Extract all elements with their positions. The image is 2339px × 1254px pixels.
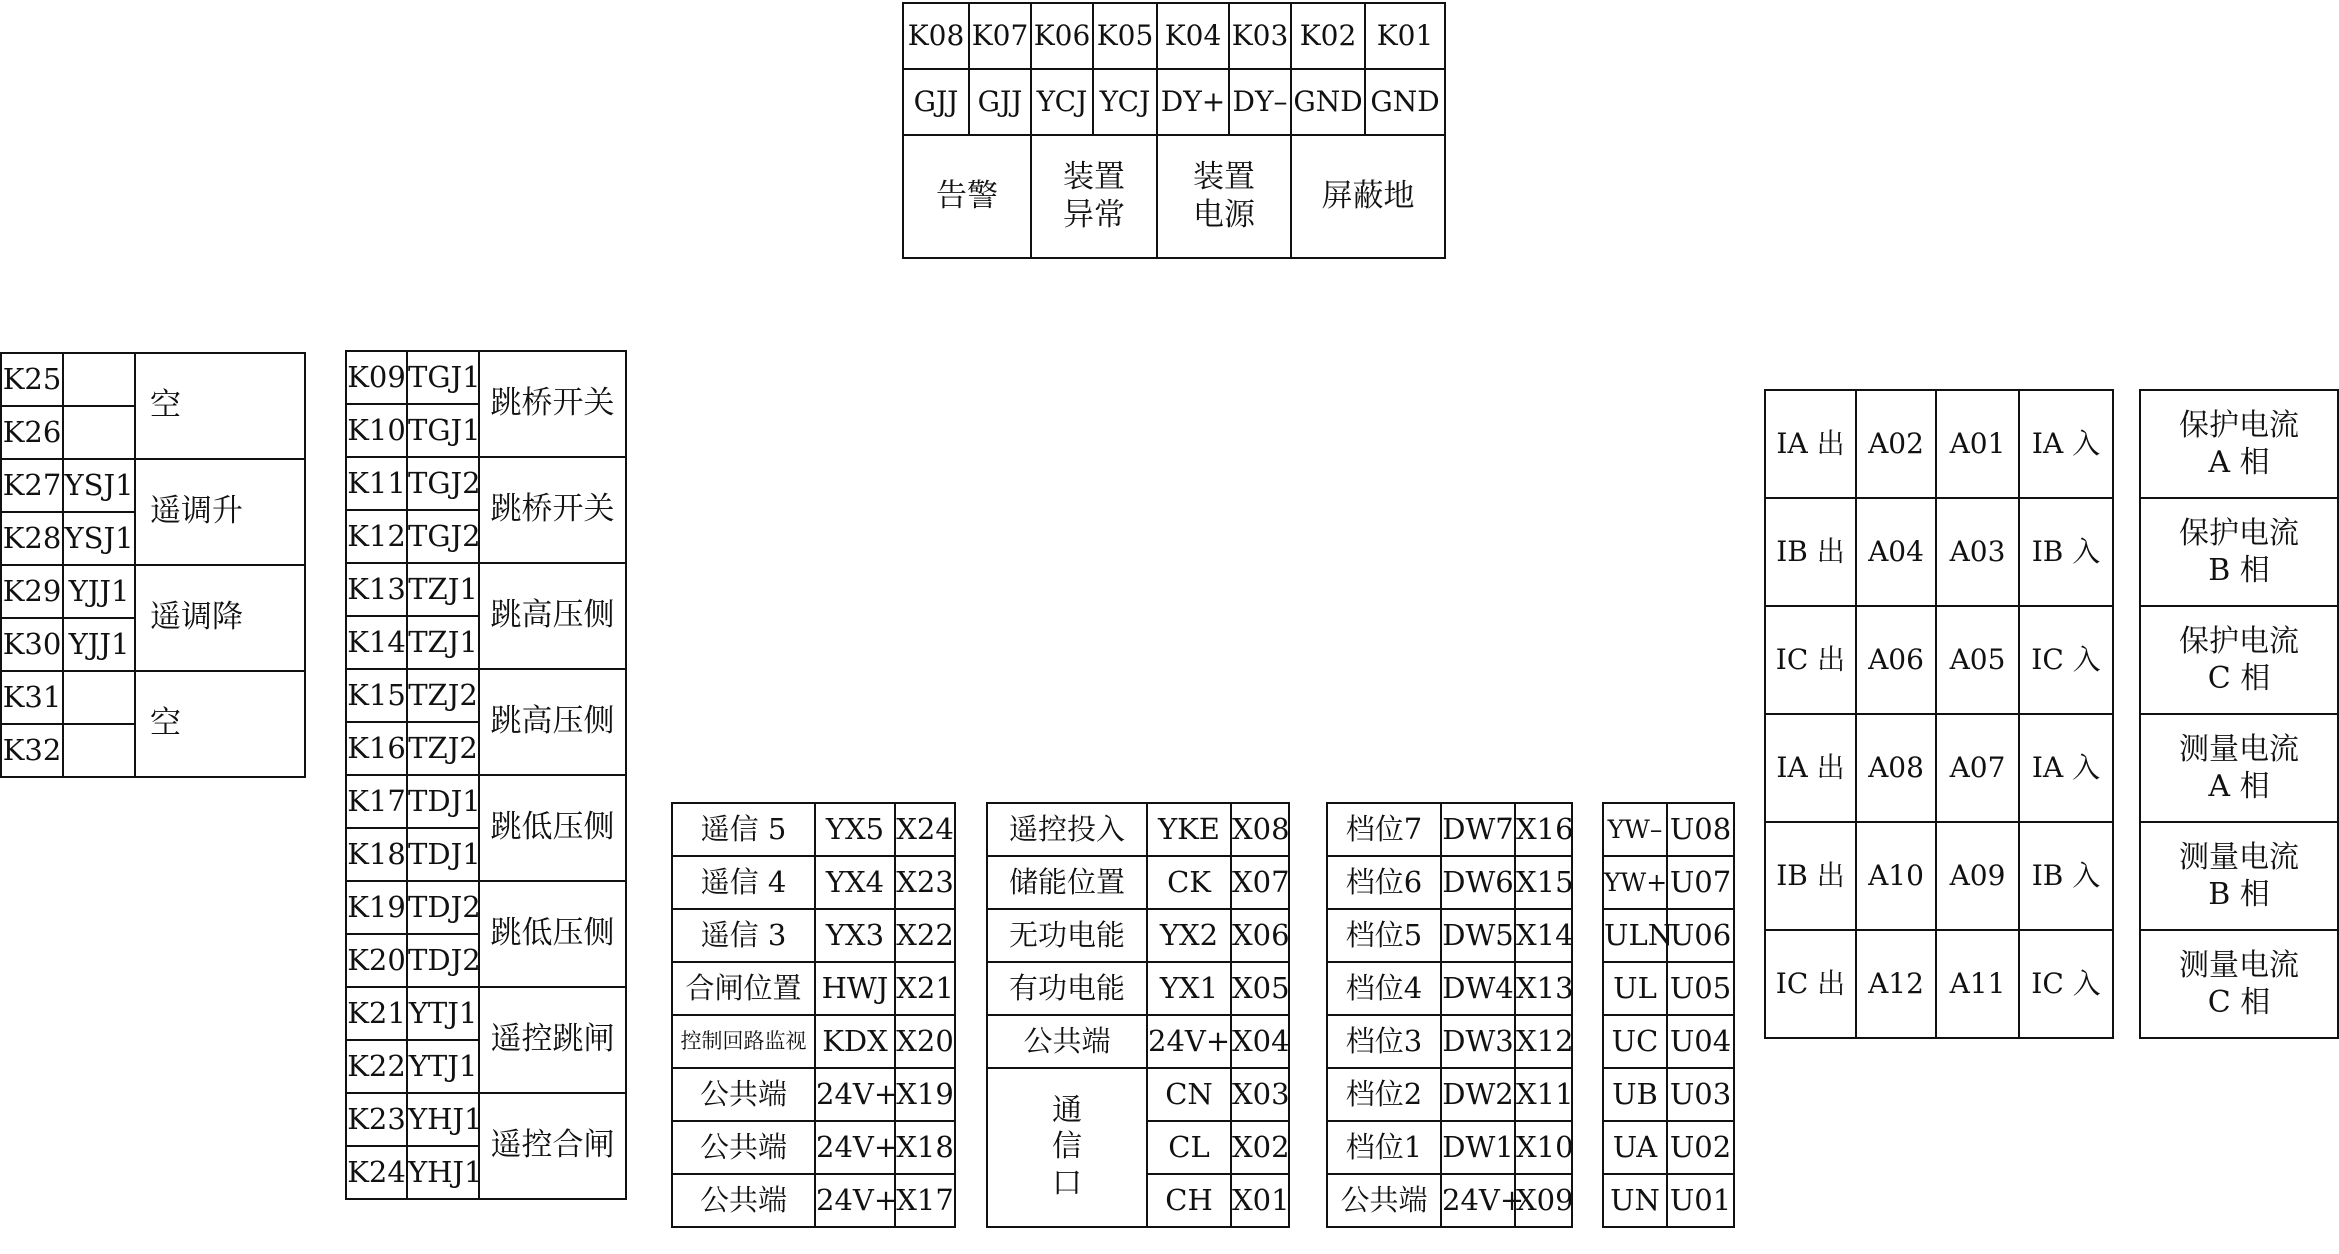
- terminal-code: K05: [1093, 3, 1157, 69]
- terminal-code: X01: [1231, 1174, 1289, 1227]
- signal-row: [903, 69, 1445, 135]
- function-label: 档位6: [1327, 856, 1441, 909]
- signal-name: YJJ1: [63, 565, 135, 618]
- function-label: 公共端: [672, 1174, 815, 1227]
- terminal-code: X06: [1231, 909, 1289, 962]
- terminal-code: X03: [1231, 1068, 1289, 1121]
- terminal-code: X18: [895, 1121, 955, 1174]
- signal-name: TZJ1: [407, 563, 479, 616]
- current-out-label: IB 出: [1765, 822, 1856, 930]
- terminal-code: K01: [1365, 3, 1445, 69]
- terminal-code: A03: [1936, 498, 2019, 606]
- terminal-code: X02: [1231, 1121, 1289, 1174]
- terminal-code: X20: [895, 1015, 955, 1068]
- terminal-code: K21: [346, 987, 407, 1040]
- group-label: 遥调升: [135, 459, 305, 565]
- signal-name: DW2: [1441, 1068, 1515, 1121]
- signal-name: YTJ1: [407, 987, 479, 1040]
- terminal-code: U03: [1667, 1068, 1734, 1121]
- function-label: 档位5: [1327, 909, 1441, 962]
- terminal-code: A10: [1856, 822, 1936, 930]
- terminal-code: X08: [1231, 803, 1289, 856]
- function-label: 遥信 4: [672, 856, 815, 909]
- terminal-code: K09: [346, 351, 407, 404]
- signal-name: YTJ1: [407, 1040, 479, 1093]
- function-label: 遥信 3: [672, 909, 815, 962]
- terminal-code: A11: [1936, 930, 2019, 1038]
- current-function-label: 测量电流 B 相: [2140, 822, 2338, 930]
- terminal-code: X23: [895, 856, 955, 909]
- signal-name: ULN: [1603, 909, 1667, 962]
- comm-port-label: 通 信 口: [987, 1068, 1147, 1227]
- terminal-code: K11: [346, 457, 407, 510]
- group-row: [903, 135, 1445, 258]
- signal-name: UN: [1603, 1174, 1667, 1227]
- terminal-code: U06: [1667, 909, 1734, 962]
- current-in-label: IC 入: [2019, 930, 2113, 1038]
- signal-name: [63, 724, 135, 777]
- terminal-code: A01: [1936, 390, 2019, 498]
- signal-name: UA: [1603, 1121, 1667, 1174]
- group-label: 跳桥开关: [479, 457, 626, 563]
- tap-position-terminal-block: [1326, 802, 1573, 1228]
- signal-name: [63, 353, 135, 406]
- terminal-code: X12: [1515, 1015, 1572, 1068]
- signal-name: TZJ2: [407, 669, 479, 722]
- terminal-code: X22: [895, 909, 955, 962]
- function-label: 遥信 5: [672, 803, 815, 856]
- signal-name: TDJ1: [407, 775, 479, 828]
- signal-name: YX2: [1147, 909, 1231, 962]
- function-label: 无功电能: [987, 909, 1147, 962]
- terminal-code: X09: [1515, 1174, 1572, 1227]
- terminal-code: U05: [1667, 962, 1734, 1015]
- current-function-label-block: [2139, 389, 2339, 1039]
- function-label: 公共端: [987, 1015, 1147, 1068]
- current-function-label: 测量电流 C 相: [2140, 930, 2338, 1038]
- signal-name: HWJ: [815, 962, 895, 1015]
- terminal-code: U07: [1667, 856, 1734, 909]
- signal-name: DY+: [1157, 69, 1229, 135]
- signal-name: KDX: [815, 1015, 895, 1068]
- signal-name: UL: [1603, 962, 1667, 1015]
- group-label: 遥调降: [135, 565, 305, 671]
- terminal-code: X17: [895, 1174, 955, 1227]
- terminal-code: K20: [346, 934, 407, 987]
- terminal-code: A06: [1856, 606, 1936, 714]
- signal-name: YSJ1: [63, 512, 135, 565]
- signal-name: YW+: [1603, 856, 1667, 909]
- terminal-code: K24: [346, 1146, 407, 1199]
- current-in-label: IC 入: [2019, 606, 2113, 714]
- terminal-code: X16: [1515, 803, 1572, 856]
- remote-adjust-terminal-block: [0, 352, 306, 778]
- function-label: 档位2: [1327, 1068, 1441, 1121]
- group-label: 空: [135, 671, 305, 777]
- terminal-code: X11: [1515, 1068, 1572, 1121]
- current-function-label: 保护电流 A 相: [2140, 390, 2338, 498]
- group-label: 跳低压侧: [479, 775, 626, 881]
- signal-name: TDJ2: [407, 881, 479, 934]
- signal-name: TZJ2: [407, 722, 479, 775]
- remote-signal-terminal-block: [671, 802, 956, 1228]
- group-label: 跳高压侧: [479, 563, 626, 669]
- signal-name: 24V+: [815, 1068, 895, 1121]
- terminal-code: K14: [346, 616, 407, 669]
- current-out-label: IC 出: [1765, 606, 1856, 714]
- signal-name: 24V+: [1441, 1174, 1515, 1227]
- terminal-code: U02: [1667, 1121, 1734, 1174]
- terminal-code: K06: [1031, 3, 1093, 69]
- function-label: 有功电能: [987, 962, 1147, 1015]
- function-label: 公共端: [1327, 1174, 1441, 1227]
- function-label: 公共端: [672, 1068, 815, 1121]
- current-out-label: IB 出: [1765, 498, 1856, 606]
- terminal-code: X24: [895, 803, 955, 856]
- function-label: 公共端: [672, 1121, 815, 1174]
- terminal-code: K27: [1, 459, 63, 512]
- group-label: 空: [135, 353, 305, 459]
- trip-control-terminal-block: [345, 350, 627, 1200]
- function-label: 储能位置: [987, 856, 1147, 909]
- signal-name: GJJ: [903, 69, 969, 135]
- signal-name: YCJ: [1031, 69, 1093, 135]
- group-label: 装置 异常: [1031, 135, 1157, 258]
- signal-name: GJJ: [969, 69, 1031, 135]
- terminal-code: X05: [1231, 962, 1289, 1015]
- current-in-label: IA 入: [2019, 714, 2113, 822]
- terminal-code: A04: [1856, 498, 1936, 606]
- terminal-code: K04: [1157, 3, 1229, 69]
- current-out-label: IC 出: [1765, 930, 1856, 1038]
- current-in-label: IB 入: [2019, 498, 2113, 606]
- group-label: 告警: [903, 135, 1031, 258]
- signal-name: YJJ1: [63, 618, 135, 671]
- group-label: 装置 电源: [1157, 135, 1291, 258]
- current-in-label: IB 入: [2019, 822, 2113, 930]
- signal-name: TZJ1: [407, 616, 479, 669]
- device-power-alarm-terminal-block: [902, 2, 1446, 259]
- signal-name: [63, 406, 135, 459]
- signal-name: 24V+: [815, 1121, 895, 1174]
- terminal-code: U04: [1667, 1015, 1734, 1068]
- signal-name: CH: [1147, 1174, 1231, 1227]
- group-label: 跳桥开关: [479, 351, 626, 457]
- terminal-code: K23: [346, 1093, 407, 1146]
- signal-name: UC: [1603, 1015, 1667, 1068]
- current-out-label: IA 出: [1765, 714, 1856, 822]
- signal-name: TGJ2: [407, 510, 479, 563]
- signal-name: DW3: [1441, 1015, 1515, 1068]
- terminal-code: K19: [346, 881, 407, 934]
- terminal-code: K28: [1, 512, 63, 565]
- terminal-code: K07: [969, 3, 1031, 69]
- signal-name: [63, 671, 135, 724]
- terminal-code: X04: [1231, 1015, 1289, 1068]
- current-function-label: 测量电流 A 相: [2140, 714, 2338, 822]
- terminal-code: K32: [1, 724, 63, 777]
- terminal-code: K31: [1, 671, 63, 724]
- terminal-code: A02: [1856, 390, 1936, 498]
- signal-name: DW1: [1441, 1121, 1515, 1174]
- group-label: 遥控跳闸: [479, 987, 626, 1093]
- terminal-code: X21: [895, 962, 955, 1015]
- terminal-code: K25: [1, 353, 63, 406]
- terminal-code: X07: [1231, 856, 1289, 909]
- signal-name: TDJ2: [407, 934, 479, 987]
- control-comm-terminal-block: [986, 802, 1290, 1228]
- terminal-code: X13: [1515, 962, 1572, 1015]
- voltage-terminal-block: [1602, 802, 1735, 1228]
- function-label: 档位4: [1327, 962, 1441, 1015]
- signal-name: UB: [1603, 1068, 1667, 1121]
- signal-name: CK: [1147, 856, 1231, 909]
- terminal-code: A07: [1936, 714, 2019, 822]
- current-function-label: 保护电流 B 相: [2140, 498, 2338, 606]
- group-label: 屏蔽地: [1291, 135, 1445, 258]
- terminal-code: K26: [1, 406, 63, 459]
- group-label: 遥控合闸: [479, 1093, 626, 1199]
- terminal-code: U08: [1667, 803, 1734, 856]
- terminal-code: K30: [1, 618, 63, 671]
- signal-name: YHJ1: [407, 1146, 479, 1199]
- signal-name: GND: [1365, 69, 1445, 135]
- terminal-code: X19: [895, 1068, 955, 1121]
- terminal-code: K16: [346, 722, 407, 775]
- signal-name: GND: [1291, 69, 1365, 135]
- signal-name: DW6: [1441, 856, 1515, 909]
- signal-name: CN: [1147, 1068, 1231, 1121]
- terminal-code: K15: [346, 669, 407, 722]
- terminal-code: X14: [1515, 909, 1572, 962]
- signal-name: YW–: [1603, 803, 1667, 856]
- signal-name: 24V+: [815, 1174, 895, 1227]
- signal-name: TDJ1: [407, 828, 479, 881]
- terminal-code: K10: [346, 404, 407, 457]
- signal-name: DY–: [1229, 69, 1291, 135]
- current-function-label: 保护电流 C 相: [2140, 606, 2338, 714]
- current-out-label: IA 出: [1765, 390, 1856, 498]
- group-label: 跳高压侧: [479, 669, 626, 775]
- terminal-code: X10: [1515, 1121, 1572, 1174]
- terminal-code: K12: [346, 510, 407, 563]
- signal-name: TGJ1: [407, 404, 479, 457]
- signal-name: YSJ1: [63, 459, 135, 512]
- function-label: 档位1: [1327, 1121, 1441, 1174]
- terminal-code: K03: [1229, 3, 1291, 69]
- current-terminal-block: [1764, 389, 2114, 1039]
- terminal-code: A09: [1936, 822, 2019, 930]
- function-label: 档位7: [1327, 803, 1441, 856]
- signal-name: YX3: [815, 909, 895, 962]
- function-label: 控制回路监视: [672, 1015, 815, 1068]
- signal-name: YCJ: [1093, 69, 1157, 135]
- function-label: 档位3: [1327, 1015, 1441, 1068]
- current-in-label: IA 入: [2019, 390, 2113, 498]
- terminal-code: A05: [1936, 606, 2019, 714]
- terminal-code: K18: [346, 828, 407, 881]
- signal-name: DW4: [1441, 962, 1515, 1015]
- terminal-code: X15: [1515, 856, 1572, 909]
- signal-name: YKE: [1147, 803, 1231, 856]
- terminal-code: K29: [1, 565, 63, 618]
- terminal-code: K13: [346, 563, 407, 616]
- signal-name: YX4: [815, 856, 895, 909]
- group-label: 跳低压侧: [479, 881, 626, 987]
- signal-name: 24V+: [1147, 1015, 1231, 1068]
- terminal-code: K02: [1291, 3, 1365, 69]
- terminal-code: U01: [1667, 1174, 1734, 1227]
- function-label: 遥控投入: [987, 803, 1147, 856]
- terminal-code: A08: [1856, 714, 1936, 822]
- signal-name: CL: [1147, 1121, 1231, 1174]
- signal-name: YX5: [815, 803, 895, 856]
- terminal-code: K08: [903, 3, 969, 69]
- signal-name: DW7: [1441, 803, 1515, 856]
- terminal-code-row: [903, 3, 1445, 69]
- signal-name: YHJ1: [407, 1093, 479, 1146]
- signal-name: TGJ2: [407, 457, 479, 510]
- signal-name: TGJ1: [407, 351, 479, 404]
- terminal-code: K17: [346, 775, 407, 828]
- function-label: 合闸位置: [672, 962, 815, 1015]
- signal-name: DW5: [1441, 909, 1515, 962]
- signal-name: YX1: [1147, 962, 1231, 1015]
- terminal-code: A12: [1856, 930, 1936, 1038]
- terminal-code: K22: [346, 1040, 407, 1093]
